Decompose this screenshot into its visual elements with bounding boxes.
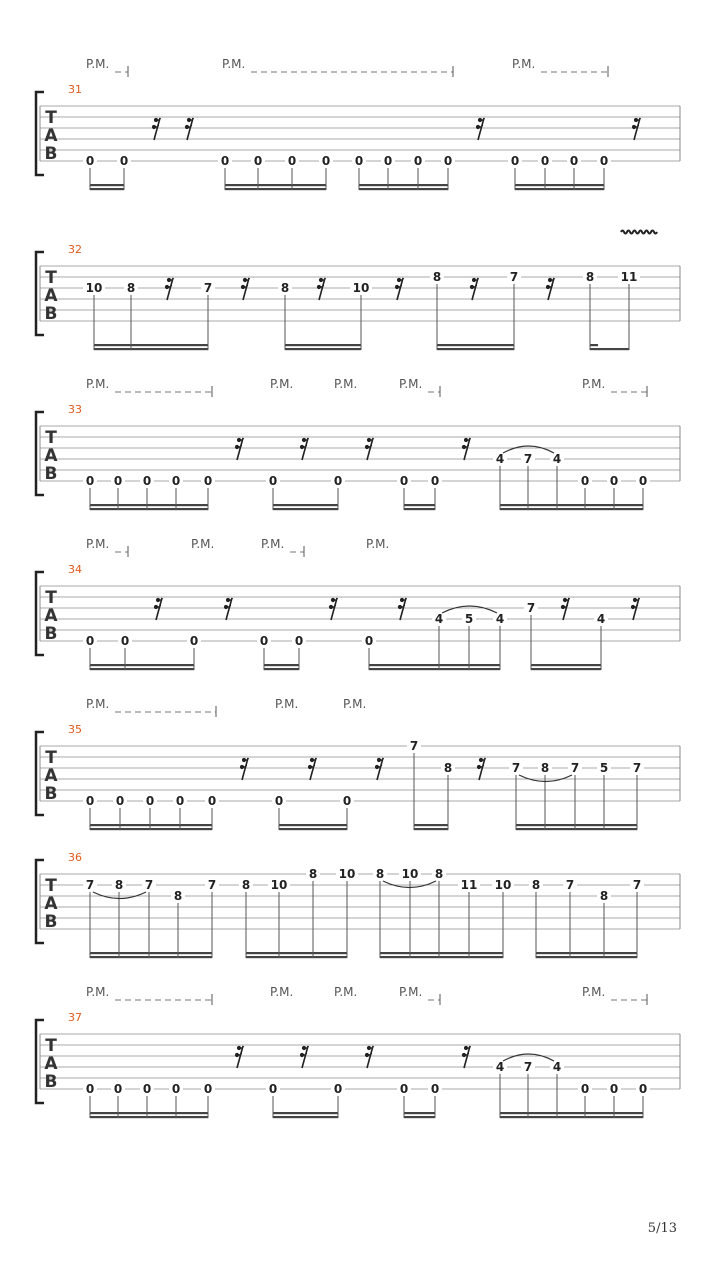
beam xyxy=(404,1116,435,1118)
tab-clef-letter: A xyxy=(44,766,58,786)
fret-number: 0 xyxy=(85,154,95,168)
beam xyxy=(380,956,503,958)
beam xyxy=(500,504,643,506)
tab-clef-letter: A xyxy=(44,446,58,466)
palm-mute-label: P.M. xyxy=(582,377,606,391)
sixteenth-rest xyxy=(308,758,317,780)
tab-clef-letter: T xyxy=(45,588,57,608)
fret-number: 7 xyxy=(207,878,217,892)
beam xyxy=(273,508,338,510)
sixteenth-rest xyxy=(224,598,233,620)
fret-number: 7 xyxy=(409,739,419,753)
beam xyxy=(225,188,326,190)
fret-number: 0 xyxy=(85,794,95,808)
tab-clef-letter: A xyxy=(44,126,58,146)
fret-number: 0 xyxy=(540,154,550,168)
fret-number: 8 xyxy=(432,270,442,284)
fret-number: 7 xyxy=(570,761,580,775)
palm-mute-label: P.M. xyxy=(399,985,423,999)
sixteenth-rest xyxy=(398,598,407,620)
fret-number: 0 xyxy=(609,1082,619,1096)
beam xyxy=(536,956,637,958)
beam xyxy=(90,824,212,826)
beam xyxy=(500,1116,643,1118)
fret-number: 8 xyxy=(375,867,385,881)
beam xyxy=(414,824,448,826)
fret-number: 0 xyxy=(189,634,199,648)
beam xyxy=(90,1116,208,1118)
tab-clef-letter: B xyxy=(44,144,58,164)
sixteenth-rest xyxy=(632,118,641,140)
tab-clef-letter: B xyxy=(44,912,58,932)
measure-number: 32 xyxy=(68,243,82,256)
palm-mute-label: P.M. xyxy=(343,697,367,711)
fret-number: 0 xyxy=(510,154,520,168)
sixteenth-rest xyxy=(365,1046,374,1068)
fret-number: 10 xyxy=(338,867,356,881)
fret-number: 7 xyxy=(632,761,642,775)
fret-number: 8 xyxy=(599,889,609,903)
fret-number: 0 xyxy=(430,474,440,488)
tab-clef-letter: B xyxy=(44,464,58,484)
measure-number: 31 xyxy=(68,83,82,96)
fret-number: 0 xyxy=(113,474,123,488)
fret-number: 0 xyxy=(569,154,579,168)
fret-number: 0 xyxy=(274,794,284,808)
beam xyxy=(359,184,448,186)
sixteenth-rest xyxy=(395,278,404,300)
measure-number: 37 xyxy=(68,1011,82,1024)
beam xyxy=(90,504,208,506)
fret-number: 8 xyxy=(280,281,290,295)
beam xyxy=(264,664,299,666)
fret-number: 4 xyxy=(495,1060,505,1074)
fret-number: 7 xyxy=(565,878,575,892)
fret-number: 0 xyxy=(413,154,423,168)
beam xyxy=(285,344,361,346)
fret-number: 0 xyxy=(399,1082,409,1096)
tab-clef-letter: T xyxy=(45,748,57,768)
sixteenth-rest xyxy=(300,438,309,460)
fret-number: 0 xyxy=(115,794,125,808)
palm-mute-label: P.M. xyxy=(582,985,606,999)
beam xyxy=(273,1112,338,1114)
tab-clef-letter: B xyxy=(44,784,58,804)
fret-number: 0 xyxy=(354,154,364,168)
fret-number: 0 xyxy=(321,154,331,168)
sixteenth-rest xyxy=(546,278,555,300)
palm-mute-label: P.M. xyxy=(191,537,215,551)
palm-mute-label: P.M. xyxy=(334,377,358,391)
sixteenth-rest xyxy=(300,1046,309,1068)
beam xyxy=(531,664,601,666)
beam xyxy=(404,1112,435,1114)
beam xyxy=(500,508,643,510)
fret-number: 8 xyxy=(241,878,251,892)
fret-number: 5 xyxy=(464,612,474,626)
fret-number: 8 xyxy=(173,889,183,903)
fret-number: 0 xyxy=(399,474,409,488)
vibrato-mark xyxy=(621,231,657,234)
fret-number: 10 xyxy=(401,867,419,881)
beam xyxy=(90,184,124,186)
beam xyxy=(90,508,208,510)
tab-clef-letter: T xyxy=(45,268,57,288)
beam xyxy=(90,664,194,666)
fret-number: 0 xyxy=(599,154,609,168)
palm-mute-label: P.M. xyxy=(86,57,110,71)
fret-number: 8 xyxy=(114,878,124,892)
palm-mute-label: P.M. xyxy=(275,697,299,711)
beam xyxy=(279,828,347,830)
sixteenth-rest xyxy=(462,438,471,460)
sixteenth-rest xyxy=(375,758,384,780)
beam xyxy=(90,952,212,954)
beam xyxy=(94,348,208,350)
palm-mute-label: P.M. xyxy=(222,57,246,71)
fret-number: 0 xyxy=(119,154,129,168)
fret-number: 8 xyxy=(308,867,318,881)
sixteenth-rest xyxy=(152,118,161,140)
beam xyxy=(590,348,629,350)
fret-number: 0 xyxy=(383,154,393,168)
fret-number: 0 xyxy=(443,154,453,168)
fret-number: 0 xyxy=(342,794,352,808)
fret-number: 10 xyxy=(352,281,370,295)
beam xyxy=(90,668,194,670)
palm-mute-label: P.M. xyxy=(86,985,110,999)
fret-number: 7 xyxy=(144,878,154,892)
fret-number: 0 xyxy=(294,634,304,648)
fret-number: 10 xyxy=(85,281,103,295)
fret-number: 0 xyxy=(333,474,343,488)
beam xyxy=(90,1112,208,1114)
fret-number: 10 xyxy=(494,878,512,892)
fret-number: 0 xyxy=(333,1082,343,1096)
fret-number: 0 xyxy=(142,474,152,488)
fret-number: 4 xyxy=(552,1060,562,1074)
palm-mute-label: P.M. xyxy=(270,377,294,391)
fret-number: 7 xyxy=(509,270,519,284)
tab-system xyxy=(36,537,680,670)
beam xyxy=(90,828,212,830)
beam xyxy=(279,824,347,826)
fret-number: 0 xyxy=(268,474,278,488)
fret-number: 8 xyxy=(443,761,453,775)
beam xyxy=(225,184,326,186)
fret-number: 0 xyxy=(142,1082,152,1096)
beam xyxy=(273,504,338,506)
beam xyxy=(516,824,637,826)
sixteenth-rest xyxy=(631,598,640,620)
measure-number: 34 xyxy=(68,563,82,576)
fret-number: 11 xyxy=(460,878,478,892)
beam xyxy=(246,952,347,954)
fret-number: 0 xyxy=(171,1082,181,1096)
sixteenth-rest xyxy=(235,1046,244,1068)
fret-number: 0 xyxy=(638,1082,648,1096)
fret-number: 4 xyxy=(495,612,505,626)
beam xyxy=(90,956,212,958)
sixteenth-rest xyxy=(561,598,570,620)
tab-system xyxy=(36,57,680,190)
measure-number: 35 xyxy=(68,723,82,736)
fret-number: 8 xyxy=(585,270,595,284)
fret-number: 11 xyxy=(620,270,638,284)
fret-number: 0 xyxy=(207,794,217,808)
measure-number: 33 xyxy=(68,403,82,416)
palm-mute-label: P.M. xyxy=(261,537,285,551)
tab-clef-letter: B xyxy=(44,624,58,644)
beam xyxy=(273,1116,338,1118)
fret-number: 8 xyxy=(126,281,136,295)
beam xyxy=(285,348,361,350)
tab-system xyxy=(36,697,680,830)
tab-clef-letter: B xyxy=(44,304,58,324)
beam xyxy=(437,344,514,346)
fret-number: 7 xyxy=(526,601,536,615)
palm-mute-label: P.M. xyxy=(86,697,110,711)
beam xyxy=(359,188,448,190)
tab-system xyxy=(36,851,680,958)
fret-number: 8 xyxy=(531,878,541,892)
fret-number: 0 xyxy=(203,474,213,488)
beam xyxy=(536,952,637,954)
tab-clef-letter: T xyxy=(45,876,57,896)
beam xyxy=(515,184,604,186)
beam xyxy=(90,188,124,190)
fret-number: 4 xyxy=(596,612,606,626)
beam xyxy=(264,668,299,670)
fret-number: 0 xyxy=(580,1082,590,1096)
beam xyxy=(437,348,514,350)
fret-number: 7 xyxy=(632,878,642,892)
sixteenth-rest xyxy=(165,278,174,300)
tab-system xyxy=(36,377,680,510)
beam xyxy=(516,828,637,830)
beam xyxy=(404,504,435,506)
fret-number: 0 xyxy=(120,634,130,648)
palm-mute-label: P.M. xyxy=(399,377,423,391)
beam xyxy=(515,188,604,190)
page-number: 5/13 xyxy=(647,1221,677,1236)
sixteenth-rest xyxy=(477,758,486,780)
fret-number: 0 xyxy=(85,1082,95,1096)
sixteenth-rest xyxy=(235,438,244,460)
fret-number: 8 xyxy=(434,867,444,881)
fret-number: 0 xyxy=(580,474,590,488)
fret-number: 0 xyxy=(220,154,230,168)
fret-number: 7 xyxy=(523,1060,533,1074)
fret-number: 4 xyxy=(552,452,562,466)
fret-number: 0 xyxy=(364,634,374,648)
sixteenth-rest xyxy=(317,278,326,300)
palm-mute-label: P.M. xyxy=(86,537,110,551)
palm-mute-label: P.M. xyxy=(334,985,358,999)
beam xyxy=(369,668,500,670)
beam xyxy=(500,1112,643,1114)
tab-clef-letter: A xyxy=(44,894,58,914)
fret-number: 0 xyxy=(175,794,185,808)
beam-partial xyxy=(590,344,598,346)
palm-mute-label: P.M. xyxy=(512,57,536,71)
beam xyxy=(94,344,208,346)
sixteenth-rest xyxy=(240,758,249,780)
tab-clef-letter: T xyxy=(45,1036,57,1056)
fret-number: 0 xyxy=(638,474,648,488)
sixteenth-rest xyxy=(241,278,250,300)
fret-number: 0 xyxy=(268,1082,278,1096)
tab-system xyxy=(36,985,680,1118)
fret-number: 7 xyxy=(203,281,213,295)
fret-number: 0 xyxy=(171,474,181,488)
fret-number: 0 xyxy=(609,474,619,488)
tab-clef-letter: A xyxy=(44,1054,58,1074)
tab-system xyxy=(36,231,680,351)
fret-number: 4 xyxy=(495,452,505,466)
sixteenth-rest xyxy=(476,118,485,140)
fret-number: 0 xyxy=(85,474,95,488)
fret-number: 7 xyxy=(85,878,95,892)
measure-number: 36 xyxy=(68,851,82,864)
fret-number: 0 xyxy=(287,154,297,168)
tab-clef-letter: T xyxy=(45,428,57,448)
beam xyxy=(414,828,448,830)
sixteenth-rest xyxy=(462,1046,471,1068)
fret-number: 8 xyxy=(540,761,550,775)
fret-number: 0 xyxy=(113,1082,123,1096)
fret-number: 0 xyxy=(145,794,155,808)
sixteenth-rest xyxy=(365,438,374,460)
palm-mute-label: P.M. xyxy=(270,985,294,999)
beam xyxy=(369,664,500,666)
fret-number: 0 xyxy=(430,1082,440,1096)
fret-number: 0 xyxy=(259,634,269,648)
fret-number: 7 xyxy=(523,452,533,466)
fret-number: 4 xyxy=(434,612,444,626)
palm-mute-label: P.M. xyxy=(86,377,110,391)
tab-clef-letter: A xyxy=(44,286,58,306)
fret-number: 7 xyxy=(511,761,521,775)
palm-mute-label: P.M. xyxy=(366,537,390,551)
sixteenth-rest xyxy=(470,278,479,300)
beam xyxy=(531,668,601,670)
sixteenth-rest xyxy=(185,118,194,140)
beam xyxy=(246,956,347,958)
sixteenth-rest xyxy=(154,598,163,620)
tab-clef-letter: T xyxy=(45,108,57,128)
fret-number: 0 xyxy=(203,1082,213,1096)
fret-number: 0 xyxy=(253,154,263,168)
tab-clef-letter: A xyxy=(44,606,58,626)
beam xyxy=(404,508,435,510)
sixteenth-rest xyxy=(329,598,338,620)
beam xyxy=(380,952,503,954)
fret-number: 5 xyxy=(599,761,609,775)
fret-number: 10 xyxy=(270,878,288,892)
fret-number: 0 xyxy=(85,634,95,648)
tab-clef-letter: B xyxy=(44,1072,58,1092)
